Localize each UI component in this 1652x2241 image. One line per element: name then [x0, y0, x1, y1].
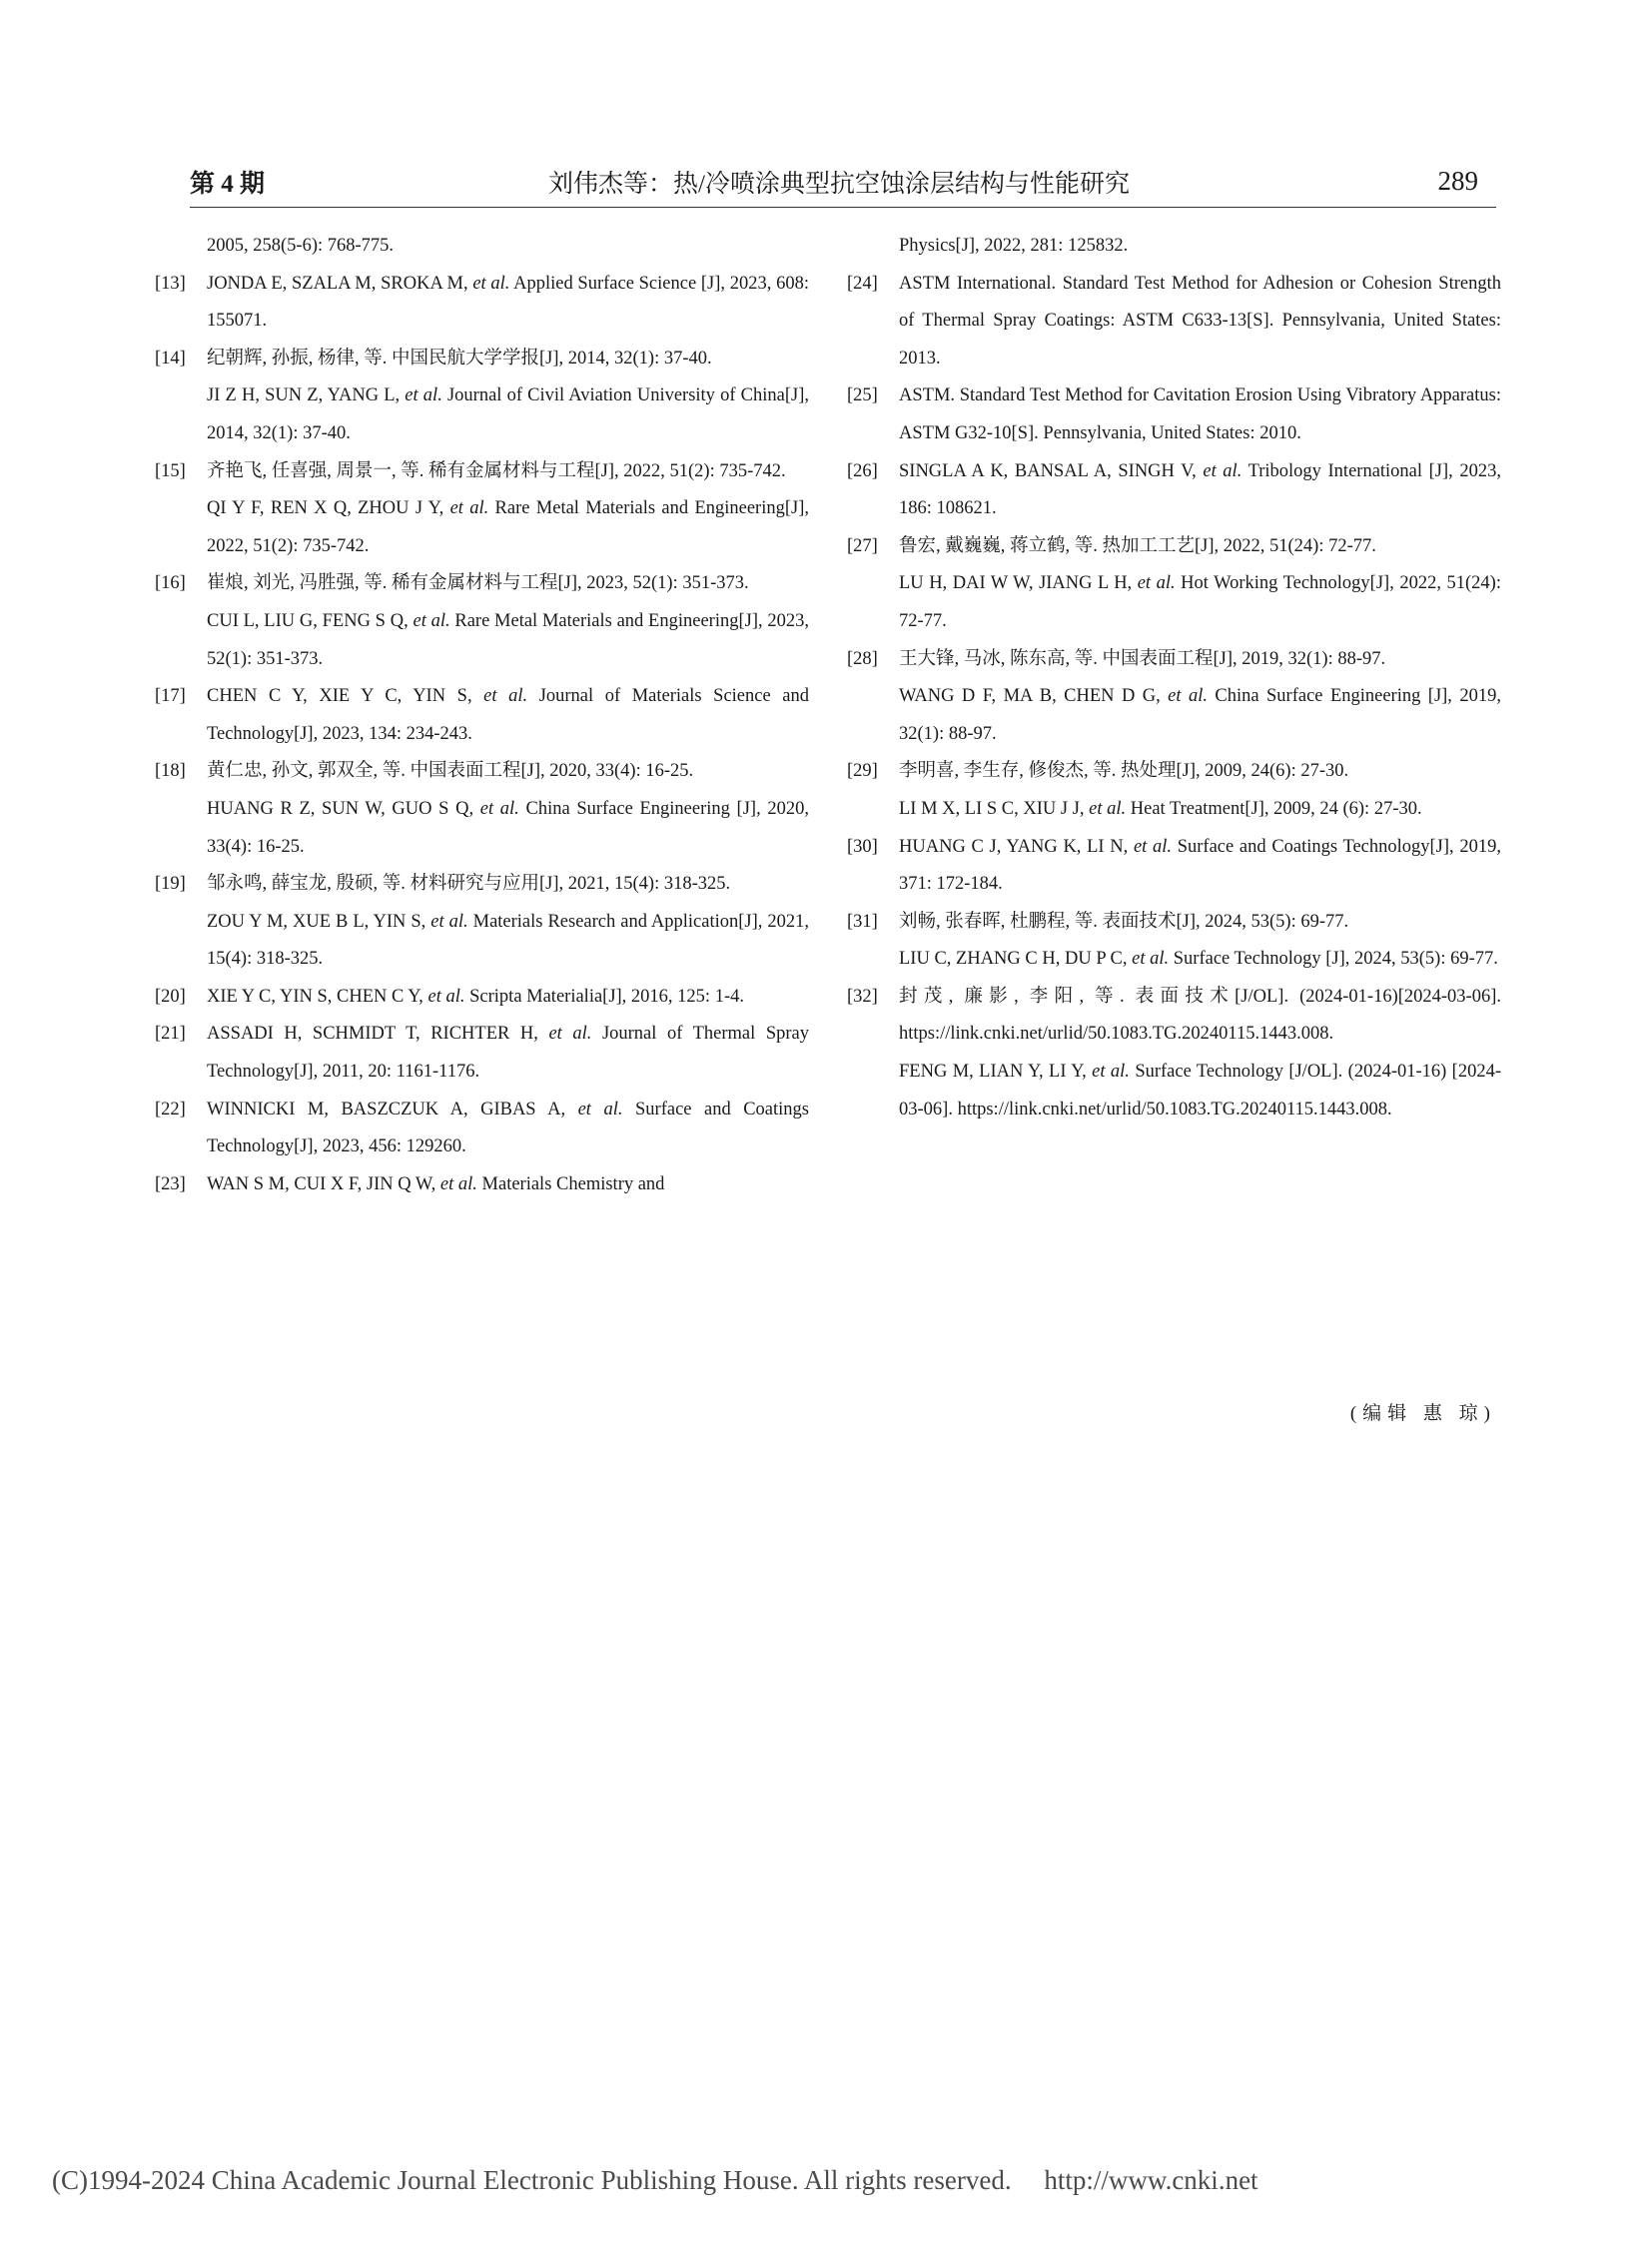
reference-translation: LU H, DAI W W, JIANG L H, et al. Hot Working Technology[J], 2022, 51(24): 72-77. — [899, 573, 1501, 631]
reference-entry — [155, 678, 809, 753]
reference-number: [31] — [847, 911, 878, 932]
reference-entry — [847, 641, 1501, 754]
reference-number: [28] — [847, 648, 878, 669]
reference-entry — [847, 753, 1501, 828]
reference-entry — [155, 1166, 809, 1204]
reference-entry — [155, 1092, 809, 1166]
reference-entry — [155, 1016, 809, 1091]
reference-number: [16] — [155, 573, 186, 594]
reference-translation: FENG M, LIAN Y, LI Y, et al. Surface Technology [J/OL]. (2024-01-16) [2024-03-06]. https://link.cnki.net/urlid/50.1083.TG.20240115.1443.008. — [899, 1062, 1502, 1120]
reference-number: [30] — [847, 836, 878, 857]
issue-label: 第 4 期 — [190, 171, 266, 198]
reference-number: [17] — [155, 686, 186, 707]
header-rule — [190, 207, 1496, 208]
reference-text: 王大锋, 马冰, 陈东高, 等. 中国表面工程[J], 2019, 32(1): 88-97. — [899, 648, 1386, 669]
reference-number: [13] — [155, 273, 186, 294]
reference-text: CHEN C Y, XIE Y C, YIN S, et al. Journal of Materials Science and Technology[J], 2023, 134: 234-243. — [207, 686, 809, 744]
copyright-text: (C)1994-2024 China Academic Journal Electronic Publishing House. All rights reserved. — [52, 2165, 1012, 2195]
reference-text: 封茂, 廉影, 李阳, 等. 表面技术[J/OL]. (2024-01-16)[2024-03-06]. https://link.cnki.net/urlid/50.1083.TG.20240115.1443.008. — [899, 986, 1501, 1045]
running-header — [190, 164, 1488, 208]
reference-text: 鲁宏, 戴巍巍, 蒋立鹤, 等. 热加工工艺[J], 2022, 51(24): 72-77. — [899, 535, 1376, 556]
reference-entry — [155, 979, 809, 1017]
reference-text: WINNICKI M, BASZCZUK A, GIBAS A, et al. Surface and Coatings Technology[J], 2023, 456: 129260. — [207, 1099, 809, 1157]
reference-text: XIE Y C, YIN S, CHEN C Y, et al. Scripta Materialia[J], 2016, 125: 1-4. — [207, 986, 744, 1007]
reference-list-right — [847, 266, 1501, 1129]
reference-entry — [155, 266, 809, 341]
reference-entry — [155, 866, 809, 979]
reference-list-left — [155, 266, 809, 1204]
reference-text: WAN S M, CUI X F, JIN Q W, et al. Materials Chemistry and — [207, 1173, 665, 1194]
reference-text: ASSADI H, SCHMIDT T, RICHTER H, et al. Journal of Thermal Spray Technology[J], 2011, 20: 1161-1176. — [207, 1024, 809, 1083]
reference-entry — [847, 829, 1501, 904]
reference-number: [29] — [847, 761, 878, 782]
reference-translation: WANG D F, MA B, CHEN D G, et al. China Surface Engineering [J], 2019, 32(1): 88-97. — [899, 686, 1501, 744]
running-title: 刘伟杰等：热/冷喷涂典型抗空蚀涂层结构与性能研究 — [548, 171, 1130, 198]
copyright-footer — [52, 2165, 1258, 2196]
reference-text: SINGLA A K, BANSAL A, SINGH V, et al. Tribology International [J], 2023, 186: 108621. — [899, 460, 1501, 519]
reference-entry — [847, 904, 1501, 979]
reference-number: [23] — [155, 1173, 186, 1194]
reference-text: ASTM. Standard Test Method for Cavitation Erosion Using Vibratory Apparatus: ASTM G32-10[S]. Pennsylvania, United States: 2010. — [899, 385, 1501, 443]
page-number: 289 — [1437, 166, 1478, 196]
reference-number: [24] — [847, 273, 878, 294]
reference-translation: HUANG R Z, SUN W, GUO S Q, et al. China Surface Engineering [J], 2020, 33(4): 16-25. — [207, 798, 809, 857]
reference-entry — [155, 753, 809, 866]
reference-number: [19] — [155, 874, 186, 895]
reference-entry — [847, 377, 1501, 452]
reference-continuation-23: Physics[J], 2022, 281: 125832. — [899, 236, 1129, 256]
reference-number: [32] — [847, 986, 878, 1007]
reference-translation: ZOU Y M, XUE B L, YIN S, et al. Materials Research and Application[J], 2021, 15(4): 318-325. — [207, 911, 809, 970]
reference-continuation-12: 2005, 258(5-6): 768-775. — [207, 236, 395, 256]
reference-number: [14] — [155, 348, 186, 369]
reference-number: [20] — [155, 986, 186, 1007]
references-left-column — [155, 228, 809, 1203]
reference-entry — [847, 979, 1501, 1128]
reference-number: [21] — [155, 1024, 186, 1045]
reference-entry — [847, 266, 1501, 378]
reference-translation: CUI L, LIU G, FENG S Q, et al. Rare Metal Materials and Engineering[J], 2023, 52(1): 351-373. — [207, 610, 809, 669]
reference-entry — [155, 453, 809, 566]
reference-number: [27] — [847, 535, 878, 556]
reference-translation: LIU C, ZHANG C H, DU P C, et al. Surface Technology [J], 2024, 53(5): 69-77. — [899, 949, 1498, 970]
cnki-link[interactable]: http://www.cnki.net — [1044, 2165, 1258, 2195]
reference-text: 纪朝辉, 孙振, 杨律, 等. 中国民航大学学报[J], 2014, 32(1): 37-40. — [207, 348, 712, 369]
reference-number: [18] — [155, 761, 186, 782]
reference-number: [22] — [155, 1099, 186, 1120]
references-right-column — [847, 228, 1501, 1128]
reference-entry — [155, 565, 809, 678]
reference-text: 齐艳飞, 任喜强, 周景一, 等. 稀有金属材料与工程[J], 2022, 51(2): 735-742. — [207, 460, 786, 481]
editor-credit: (编辑 惠 琼) — [1349, 1403, 1496, 1424]
reference-entry — [155, 341, 809, 453]
reference-text: 黄仁忠, 孙文, 郭双全, 等. 中国表面工程[J], 2020, 33(4): 16-25. — [207, 761, 694, 782]
reference-number: [25] — [847, 385, 878, 406]
reference-entry — [847, 453, 1501, 528]
reference-text: 李明喜, 李生存, 修俊杰, 等. 热处理[J], 2009, 24(6): 27-30. — [899, 761, 1349, 782]
reference-text: 邹永鸣, 薛宝龙, 殷硕, 等. 材料研究与应用[J], 2021, 15(4): 318-325. — [207, 874, 731, 895]
reference-translation: JI Z H, SUN Z, YANG L, et al. Journal of Civil Aviation University of China[J], 2014, 32(1): 37-40. — [207, 385, 809, 443]
reference-number: [26] — [847, 460, 878, 481]
reference-text: JONDA E, SZALA M, SROKA M, et al. Applied Surface Science [J], 2023, 608: 155071. — [207, 273, 809, 332]
reference-number: [15] — [155, 460, 186, 481]
reference-text: HUANG C J, YANG K, LI N, et al. Surface and Coatings Technology[J], 2019, 371: 172-184. — [899, 836, 1501, 895]
reference-entry — [847, 528, 1501, 641]
reference-text: 崔烺, 刘光, 冯胜强, 等. 稀有金属材料与工程[J], 2023, 52(1): 351-373. — [207, 573, 749, 594]
reference-text: ASTM International. Standard Test Method for Adhesion or Cohesion Strength of Thermal Spray Coatings: ASTM C633-13[S]. Pennsylvania, United States: 2013. — [899, 273, 1501, 369]
reference-translation: LI M X, LI S C, XIU J J, et al. Heat Treatment[J], 2009, 24 (6): 27-30. — [899, 798, 1422, 819]
reference-translation: QI Y F, REN X Q, ZHOU J Y, et al. Rare Metal Materials and Engineering[J], 2022, 51(2): 735-742. — [207, 498, 809, 556]
reference-text: 刘畅, 张春晖, 杜鹏程, 等. 表面技术[J], 2024, 53(5): 69-77. — [899, 911, 1349, 932]
